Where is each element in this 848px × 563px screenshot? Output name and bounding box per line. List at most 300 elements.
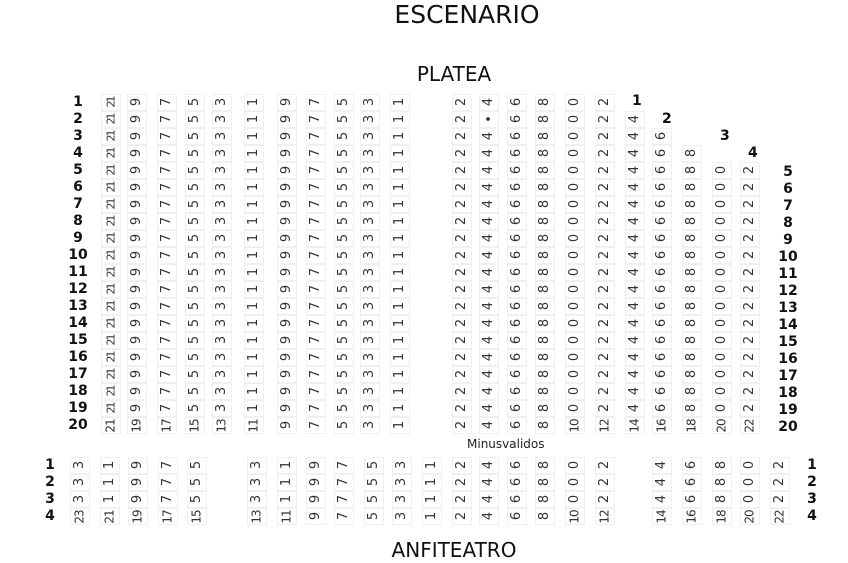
seat[interactable]: 9 bbox=[277, 128, 297, 145]
seat[interactable]: 2 bbox=[595, 349, 615, 366]
amphi-seat[interactable]: 1 bbox=[100, 474, 120, 491]
seat[interactable]: 2 bbox=[452, 315, 472, 332]
amphi-seat[interactable]: 7 bbox=[334, 474, 354, 491]
seat[interactable]: 2 bbox=[452, 332, 472, 349]
seat[interactable]: 1 bbox=[390, 281, 410, 298]
seat[interactable]: 9 bbox=[277, 332, 297, 349]
seat[interactable]: 5 bbox=[334, 179, 354, 196]
seat[interactable]: 7 bbox=[306, 417, 326, 434]
seat[interactable]: 6 bbox=[507, 400, 527, 417]
seat[interactable]: 1 bbox=[390, 315, 410, 332]
seat[interactable]: 1 bbox=[390, 298, 410, 315]
amphi-seat[interactable]: 8 bbox=[712, 491, 732, 508]
amphi-seat[interactable]: 4 bbox=[479, 474, 499, 491]
amphi-seat[interactable]: 0 bbox=[740, 457, 760, 474]
seat[interactable]: 9 bbox=[127, 179, 147, 196]
seat[interactable]: 3 bbox=[212, 349, 232, 366]
seat[interactable]: 6 bbox=[507, 247, 527, 264]
amphi-seat[interactable]: 9 bbox=[306, 457, 326, 474]
seat[interactable]: 1 bbox=[244, 179, 264, 196]
seat[interactable]: 3 bbox=[212, 264, 232, 281]
amphi-seat[interactable]: 5 bbox=[187, 474, 207, 491]
seat[interactable]: 4 bbox=[625, 247, 645, 264]
seat[interactable]: 2 bbox=[595, 247, 615, 264]
seat[interactable]: 0 bbox=[565, 247, 585, 264]
seat[interactable]: 2 bbox=[740, 400, 760, 417]
seat[interactable]: 2 bbox=[740, 349, 760, 366]
seat[interactable]: 3 bbox=[360, 145, 380, 162]
seat[interactable]: 21 bbox=[101, 196, 121, 213]
seat[interactable]: 6 bbox=[652, 281, 672, 298]
seat[interactable]: 6 bbox=[652, 400, 672, 417]
seat[interactable]: 3 bbox=[360, 264, 380, 281]
amphi-seat[interactable]: 2 bbox=[452, 508, 472, 525]
seat[interactable]: 1 bbox=[390, 230, 410, 247]
seat[interactable]: 3 bbox=[212, 400, 232, 417]
seat[interactable]: 1 bbox=[390, 383, 410, 400]
seat[interactable]: 7 bbox=[157, 383, 177, 400]
seat[interactable]: 4 bbox=[625, 315, 645, 332]
seat[interactable]: 2 bbox=[452, 230, 472, 247]
seat[interactable]: 1 bbox=[390, 145, 410, 162]
seat[interactable]: 14 bbox=[625, 417, 645, 434]
seat[interactable]: 7 bbox=[306, 264, 326, 281]
amphi-seat[interactable]: 19 bbox=[128, 508, 148, 525]
amphi-seat[interactable]: 6 bbox=[507, 474, 527, 491]
seat[interactable]: 2 bbox=[452, 179, 472, 196]
seat[interactable]: 5 bbox=[334, 417, 354, 434]
seat[interactable]: 1 bbox=[244, 383, 264, 400]
seat[interactable]: 1 bbox=[244, 281, 264, 298]
seat[interactable]: 5 bbox=[334, 349, 354, 366]
seat[interactable]: 8 bbox=[535, 383, 555, 400]
seat[interactable]: 5 bbox=[334, 213, 354, 230]
seat[interactable]: 3 bbox=[360, 349, 380, 366]
seat[interactable]: 2 bbox=[452, 298, 472, 315]
amphi-seat[interactable]: 2 bbox=[595, 474, 615, 491]
seat[interactable]: 4 bbox=[625, 298, 645, 315]
seat[interactable]: 7 bbox=[157, 247, 177, 264]
seat[interactable]: 8 bbox=[535, 94, 555, 111]
seat[interactable]: 0 bbox=[712, 196, 732, 213]
seat[interactable]: 5 bbox=[185, 332, 205, 349]
seat[interactable]: 2 bbox=[595, 332, 615, 349]
amphi-seat[interactable]: 8 bbox=[535, 457, 555, 474]
seat[interactable]: 2 bbox=[740, 247, 760, 264]
seat[interactable]: 2 bbox=[740, 162, 760, 179]
amphi-seat[interactable]: 9 bbox=[306, 508, 326, 525]
seat[interactable]: 9 bbox=[127, 128, 147, 145]
seat[interactable]: 4 bbox=[479, 196, 499, 213]
seat[interactable]: 7 bbox=[157, 349, 177, 366]
seat[interactable]: 0 bbox=[712, 264, 732, 281]
amphi-seat[interactable]: 1 bbox=[277, 491, 297, 508]
seat[interactable]: 9 bbox=[127, 111, 147, 128]
seat[interactable]: 2 bbox=[452, 247, 472, 264]
seat[interactable]: 5 bbox=[185, 298, 205, 315]
seat[interactable]: 5 bbox=[334, 264, 354, 281]
amphi-seat[interactable]: 7 bbox=[334, 508, 354, 525]
seat[interactable]: 5 bbox=[334, 315, 354, 332]
seat[interactable]: 4 bbox=[625, 213, 645, 230]
seat[interactable]: 2 bbox=[452, 111, 472, 128]
seat[interactable]: 16 bbox=[652, 417, 672, 434]
seat[interactable]: 21 bbox=[101, 264, 121, 281]
amphi-seat[interactable]: 3 bbox=[247, 474, 267, 491]
amphi-seat[interactable]: 14 bbox=[652, 508, 672, 525]
seat[interactable]: 8 bbox=[535, 281, 555, 298]
seat[interactable]: 7 bbox=[157, 179, 177, 196]
seat[interactable]: 4 bbox=[625, 162, 645, 179]
seat[interactable]: 6 bbox=[507, 315, 527, 332]
seat[interactable]: 9 bbox=[127, 349, 147, 366]
seat[interactable]: 7 bbox=[157, 281, 177, 298]
seat[interactable]: 2 bbox=[452, 128, 472, 145]
amphi-seat[interactable]: 1 bbox=[422, 474, 442, 491]
seat[interactable]: 21 bbox=[101, 366, 121, 383]
seat[interactable]: 21 bbox=[101, 111, 121, 128]
seat[interactable]: 7 bbox=[157, 400, 177, 417]
amphi-seat[interactable]: 7 bbox=[158, 491, 178, 508]
seat[interactable]: 5 bbox=[185, 349, 205, 366]
seat[interactable]: 5 bbox=[185, 281, 205, 298]
seat[interactable]: 5 bbox=[185, 400, 205, 417]
amphi-seat[interactable]: 9 bbox=[306, 491, 326, 508]
seat[interactable]: 9 bbox=[277, 196, 297, 213]
seat[interactable]: 1 bbox=[244, 315, 264, 332]
seat[interactable]: 8 bbox=[535, 366, 555, 383]
amphi-seat[interactable]: 7 bbox=[158, 474, 178, 491]
seat[interactable]: 20 bbox=[712, 417, 732, 434]
seat[interactable]: 5 bbox=[334, 128, 354, 145]
amphi-seat[interactable]: 9 bbox=[128, 491, 148, 508]
seat[interactable]: 12 bbox=[595, 417, 615, 434]
amphi-seat[interactable]: 6 bbox=[682, 457, 702, 474]
amphi-seat[interactable]: 6 bbox=[682, 491, 702, 508]
amphi-seat[interactable]: 7 bbox=[334, 457, 354, 474]
seat[interactable]: 6 bbox=[507, 128, 527, 145]
seat[interactable]: 3 bbox=[360, 332, 380, 349]
seat[interactable]: 2 bbox=[595, 264, 615, 281]
amphi-seat[interactable]: 10 bbox=[565, 508, 585, 525]
seat[interactable]: 7 bbox=[306, 230, 326, 247]
amphi-seat[interactable]: 5 bbox=[364, 508, 384, 525]
seat[interactable]: 13 bbox=[212, 417, 232, 434]
seat[interactable]: 1 bbox=[244, 247, 264, 264]
seat[interactable]: 10 bbox=[565, 417, 585, 434]
seat[interactable]: 0 bbox=[565, 179, 585, 196]
seat[interactable]: 5 bbox=[185, 366, 205, 383]
seat[interactable]: 2 bbox=[595, 196, 615, 213]
amphi-seat[interactable]: 21 bbox=[100, 508, 120, 525]
seat[interactable]: 9 bbox=[277, 349, 297, 366]
seat[interactable]: 7 bbox=[157, 162, 177, 179]
seat[interactable]: 2 bbox=[452, 196, 472, 213]
seat[interactable]: 9 bbox=[277, 315, 297, 332]
seat[interactable]: 4 bbox=[479, 264, 499, 281]
seat[interactable]: 8 bbox=[535, 400, 555, 417]
amphi-seat[interactable]: 1 bbox=[100, 457, 120, 474]
seat[interactable]: 9 bbox=[127, 145, 147, 162]
seat[interactable]: 6 bbox=[652, 128, 672, 145]
seat[interactable]: 0 bbox=[712, 213, 732, 230]
seat[interactable]: 8 bbox=[682, 213, 702, 230]
seat[interactable]: 7 bbox=[157, 332, 177, 349]
seat[interactable]: 0 bbox=[712, 281, 732, 298]
seat[interactable]: 4 bbox=[479, 315, 499, 332]
seat[interactable]: 8 bbox=[682, 179, 702, 196]
seat[interactable]: 2 bbox=[595, 383, 615, 400]
seat[interactable]: 1 bbox=[390, 162, 410, 179]
seat[interactable]: 21 bbox=[101, 128, 121, 145]
seat[interactable]: 1 bbox=[244, 332, 264, 349]
seat[interactable]: 1 bbox=[390, 213, 410, 230]
seat[interactable]: 2 bbox=[452, 281, 472, 298]
amphi-seat[interactable]: 4 bbox=[652, 491, 672, 508]
seat[interactable]: 7 bbox=[157, 315, 177, 332]
seat[interactable]: 7 bbox=[306, 162, 326, 179]
seat[interactable]: 3 bbox=[212, 179, 232, 196]
seat[interactable]: 8 bbox=[682, 315, 702, 332]
seat[interactable]: 8 bbox=[535, 128, 555, 145]
amphi-seat[interactable]: 17 bbox=[158, 508, 178, 525]
seat[interactable]: 21 bbox=[101, 315, 121, 332]
seat[interactable]: 6 bbox=[652, 162, 672, 179]
seat[interactable]: 7 bbox=[306, 128, 326, 145]
seat[interactable]: 3 bbox=[360, 213, 380, 230]
seat[interactable]: 3 bbox=[212, 196, 232, 213]
seat[interactable]: 0 bbox=[565, 128, 585, 145]
seat[interactable]: 2 bbox=[740, 230, 760, 247]
seat[interactable]: 7 bbox=[157, 213, 177, 230]
amphi-seat[interactable]: 1 bbox=[422, 508, 442, 525]
seat[interactable]: 3 bbox=[360, 247, 380, 264]
seat[interactable]: 0 bbox=[565, 281, 585, 298]
seat[interactable]: 2 bbox=[595, 162, 615, 179]
seat[interactable]: 6 bbox=[507, 213, 527, 230]
seat[interactable]: 21 bbox=[101, 213, 121, 230]
seat[interactable]: 3 bbox=[212, 383, 232, 400]
seat[interactable]: 1 bbox=[390, 247, 410, 264]
seat[interactable]: 9 bbox=[277, 213, 297, 230]
seat[interactable]: 21 bbox=[101, 179, 121, 196]
seat[interactable]: 3 bbox=[360, 315, 380, 332]
seat[interactable]: 2 bbox=[452, 213, 472, 230]
seat[interactable]: 3 bbox=[360, 179, 380, 196]
seat[interactable]: 8 bbox=[535, 349, 555, 366]
seat[interactable]: 6 bbox=[652, 213, 672, 230]
seat[interactable]: 9 bbox=[277, 230, 297, 247]
amphi-seat[interactable]: 4 bbox=[479, 491, 499, 508]
amphi-seat[interactable]: 5 bbox=[187, 491, 207, 508]
seat[interactable]: 2 bbox=[595, 230, 615, 247]
seat[interactable]: 4 bbox=[625, 196, 645, 213]
seat[interactable]: 2 bbox=[595, 366, 615, 383]
seat[interactable]: 21 bbox=[101, 247, 121, 264]
seat[interactable]: 4 bbox=[625, 264, 645, 281]
amphi-seat[interactable]: 0 bbox=[740, 474, 760, 491]
seat[interactable]: 7 bbox=[157, 111, 177, 128]
amphi-seat[interactable]: 13 bbox=[247, 508, 267, 525]
seat[interactable]: 2 bbox=[740, 281, 760, 298]
seat[interactable]: 6 bbox=[507, 162, 527, 179]
seat[interactable]: 6 bbox=[652, 366, 672, 383]
seat[interactable]: 7 bbox=[306, 94, 326, 111]
seat[interactable]: 0 bbox=[712, 383, 732, 400]
seat[interactable]: 2 bbox=[740, 264, 760, 281]
seat[interactable]: 0 bbox=[712, 332, 732, 349]
seat[interactable]: 2 bbox=[740, 332, 760, 349]
seat[interactable]: 1 bbox=[244, 230, 264, 247]
seat[interactable]: 21 bbox=[101, 281, 121, 298]
seat[interactable]: 1 bbox=[390, 332, 410, 349]
seat[interactable]: 1 bbox=[244, 349, 264, 366]
seat[interactable]: 5 bbox=[334, 94, 354, 111]
amphi-seat[interactable]: 8 bbox=[535, 491, 555, 508]
seat[interactable]: 9 bbox=[277, 145, 297, 162]
amphi-seat[interactable]: 12 bbox=[595, 508, 615, 525]
seat[interactable]: 0 bbox=[712, 349, 732, 366]
seat[interactable]: 9 bbox=[127, 366, 147, 383]
amphi-seat[interactable]: 4 bbox=[652, 457, 672, 474]
seat[interactable]: 3 bbox=[212, 281, 232, 298]
seat[interactable]: 4 bbox=[625, 111, 645, 128]
seat[interactable]: 5 bbox=[185, 230, 205, 247]
amphi-seat[interactable]: 3 bbox=[392, 457, 412, 474]
seat[interactable]: 4 bbox=[625, 332, 645, 349]
seat[interactable]: • bbox=[479, 111, 499, 128]
seat[interactable]: 7 bbox=[306, 400, 326, 417]
seat[interactable]: 2 bbox=[595, 179, 615, 196]
amphi-seat[interactable]: 6 bbox=[682, 474, 702, 491]
seat[interactable]: 9 bbox=[127, 315, 147, 332]
seat[interactable]: 6 bbox=[507, 264, 527, 281]
seat[interactable]: 17 bbox=[157, 417, 177, 434]
seat[interactable]: 1 bbox=[390, 128, 410, 145]
seat[interactable]: 4 bbox=[625, 366, 645, 383]
seat[interactable]: 9 bbox=[127, 94, 147, 111]
seat[interactable]: 0 bbox=[712, 315, 732, 332]
seat[interactable]: 7 bbox=[306, 315, 326, 332]
amphi-seat[interactable]: 2 bbox=[770, 491, 790, 508]
seat[interactable]: 8 bbox=[535, 315, 555, 332]
seat[interactable]: 3 bbox=[360, 400, 380, 417]
seat[interactable]: 7 bbox=[157, 145, 177, 162]
seat[interactable]: 8 bbox=[535, 264, 555, 281]
seat[interactable]: 4 bbox=[479, 400, 499, 417]
seat[interactable]: 9 bbox=[277, 162, 297, 179]
seat[interactable]: 21 bbox=[101, 417, 121, 434]
seat[interactable]: 6 bbox=[652, 315, 672, 332]
seat[interactable]: 3 bbox=[360, 230, 380, 247]
seat[interactable]: 7 bbox=[157, 230, 177, 247]
seat[interactable]: 3 bbox=[360, 94, 380, 111]
seat[interactable]: 21 bbox=[101, 162, 121, 179]
seat[interactable]: 2 bbox=[595, 145, 615, 162]
seat[interactable]: 8 bbox=[682, 196, 702, 213]
amphi-seat[interactable]: 0 bbox=[565, 474, 585, 491]
seat[interactable]: 8 bbox=[535, 179, 555, 196]
seat[interactable]: 5 bbox=[185, 128, 205, 145]
seat[interactable]: 9 bbox=[277, 179, 297, 196]
seat[interactable]: 8 bbox=[535, 196, 555, 213]
seat[interactable]: 21 bbox=[101, 94, 121, 111]
seat[interactable]: 4 bbox=[479, 230, 499, 247]
seat[interactable]: 4 bbox=[479, 298, 499, 315]
amphi-seat[interactable]: 3 bbox=[70, 457, 90, 474]
seat[interactable]: 7 bbox=[306, 145, 326, 162]
seat[interactable]: 6 bbox=[652, 179, 672, 196]
seat[interactable]: 0 bbox=[712, 162, 732, 179]
seat[interactable]: 4 bbox=[625, 179, 645, 196]
seat[interactable]: 5 bbox=[185, 111, 205, 128]
amphi-seat[interactable]: 2 bbox=[595, 457, 615, 474]
amphi-seat[interactable]: 9 bbox=[128, 474, 148, 491]
seat[interactable]: 2 bbox=[595, 400, 615, 417]
amphi-seat[interactable]: 1 bbox=[277, 474, 297, 491]
seat[interactable]: 4 bbox=[479, 213, 499, 230]
seat[interactable]: 0 bbox=[712, 366, 732, 383]
seat[interactable]: 5 bbox=[185, 247, 205, 264]
seat[interactable]: 5 bbox=[334, 247, 354, 264]
seat[interactable]: 3 bbox=[360, 417, 380, 434]
seat[interactable]: 6 bbox=[652, 196, 672, 213]
seat[interactable]: 6 bbox=[652, 383, 672, 400]
seat[interactable]: 0 bbox=[565, 111, 585, 128]
seat[interactable]: 8 bbox=[682, 145, 702, 162]
seat[interactable]: 9 bbox=[127, 196, 147, 213]
seat[interactable]: 8 bbox=[682, 281, 702, 298]
seat[interactable]: 18 bbox=[682, 417, 702, 434]
seat[interactable]: 9 bbox=[277, 383, 297, 400]
seat[interactable]: 4 bbox=[479, 179, 499, 196]
amphi-seat[interactable]: 4 bbox=[479, 508, 499, 525]
seat[interactable]: 2 bbox=[740, 298, 760, 315]
seat[interactable]: 1 bbox=[244, 111, 264, 128]
amphi-seat[interactable]: 9 bbox=[128, 457, 148, 474]
seat[interactable]: 3 bbox=[360, 128, 380, 145]
amphi-seat[interactable]: 9 bbox=[306, 474, 326, 491]
seat[interactable]: 3 bbox=[212, 247, 232, 264]
seat[interactable]: 9 bbox=[277, 366, 297, 383]
seat[interactable]: 6 bbox=[507, 179, 527, 196]
seat[interactable]: 2 bbox=[452, 162, 472, 179]
seat[interactable]: 0 bbox=[565, 230, 585, 247]
seat[interactable]: 9 bbox=[127, 281, 147, 298]
amphi-seat[interactable]: 3 bbox=[70, 474, 90, 491]
amphi-seat[interactable]: 3 bbox=[247, 457, 267, 474]
seat[interactable]: 9 bbox=[277, 417, 297, 434]
seat[interactable]: 4 bbox=[625, 281, 645, 298]
seat[interactable]: 21 bbox=[101, 145, 121, 162]
amphi-seat[interactable]: 2 bbox=[452, 457, 472, 474]
amphi-seat[interactable]: 5 bbox=[364, 491, 384, 508]
seat[interactable]: 2 bbox=[595, 128, 615, 145]
seat[interactable]: 1 bbox=[390, 94, 410, 111]
amphi-seat[interactable]: 2 bbox=[452, 491, 472, 508]
seat[interactable]: 1 bbox=[390, 264, 410, 281]
seat[interactable]: 2 bbox=[595, 94, 615, 111]
seat[interactable]: 0 bbox=[565, 366, 585, 383]
seat[interactable]: 8 bbox=[535, 145, 555, 162]
seat[interactable]: 4 bbox=[625, 230, 645, 247]
seat[interactable]: 9 bbox=[277, 281, 297, 298]
seat[interactable]: 2 bbox=[452, 366, 472, 383]
seat[interactable]: 21 bbox=[101, 332, 121, 349]
seat[interactable]: 0 bbox=[565, 332, 585, 349]
seat[interactable]: 2 bbox=[595, 281, 615, 298]
seat[interactable]: 4 bbox=[479, 94, 499, 111]
